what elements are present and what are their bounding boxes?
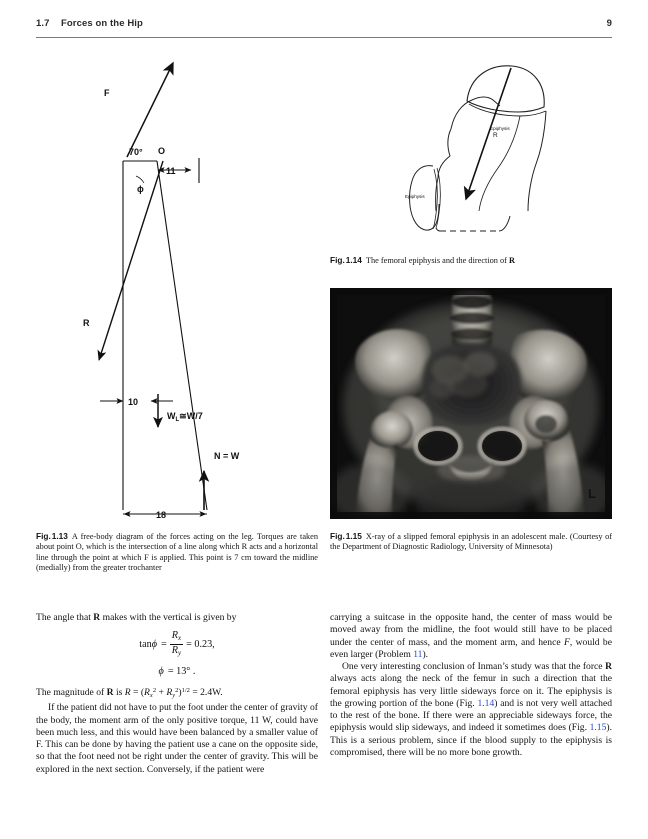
eq1-rhs: = 0.23, xyxy=(186,639,215,651)
mag-ry: R xyxy=(166,687,173,699)
right-p1-b: , would be even larger (Problem xyxy=(330,636,612,660)
figure-1-14-illustration xyxy=(330,44,612,244)
right-p2-d: ). This is a serious problem, since if the blood supply to the epiphysis is compromised, there will be no more bone growth. xyxy=(330,722,612,758)
right-paragraph-2 xyxy=(330,661,612,759)
fig114-label-R: R xyxy=(493,132,498,139)
mag-close: ) xyxy=(178,687,182,699)
xray-side-marker-L: L xyxy=(588,486,596,501)
fig115-caption-label: Fig. xyxy=(330,531,345,541)
mag-rx: R xyxy=(144,687,150,699)
fig113-label-F: F xyxy=(104,88,110,98)
eq2-rhs: = 13° . xyxy=(167,666,196,678)
mag-exp: 1/2 xyxy=(181,687,190,695)
eq1-phi: ϕ xyxy=(151,639,157,651)
equation-block xyxy=(36,630,318,678)
figure-1-15-link[interactable]: 1.15 xyxy=(589,722,607,734)
fig114-caption-text: The femoral epiphysis and the direction of xyxy=(365,256,509,265)
right-paragraph-1 xyxy=(330,612,612,661)
mag-ry-sup: 2 xyxy=(175,687,179,695)
left-intro-bold-R: R xyxy=(93,612,101,623)
mag-pre: The magnitude of xyxy=(36,687,107,699)
fig113-label-angle-70: 70° xyxy=(129,147,143,157)
left-intro-paragraph xyxy=(36,612,318,624)
fig113-caption-text: A free-body diagram of the forces acting on the leg. Torques are taken about point O, which is the intersection of a line along which R acts and a horizontal line through the point at which F is applied. This point is 7 cm toward the midline (medially) from the greater trochanter xyxy=(36,532,318,573)
fig114-label-epiphysis-trochanter: Epiphysis xyxy=(405,194,425,199)
fig114-caption-label: Fig. xyxy=(330,255,345,265)
fig113-label-normal-force: N = W xyxy=(214,451,240,461)
body-column-left xyxy=(36,612,318,776)
eq2-phi: ϕ xyxy=(158,666,164,678)
problem-11-link[interactable]: 11 xyxy=(413,648,423,660)
right-p2-b: always acts along the neck of the femur in such a direction that the femoral epiphysis has very little sideways force on it. The epiphysis is the growing portion of the bone (Fig. xyxy=(330,673,612,709)
mag-equals: = ( xyxy=(133,687,145,699)
left-intro-b: makes with the vertical is given by xyxy=(100,612,237,623)
left-paragraph-2: If the patient did not have to put the foot under the center of gravity of the body, the moment arm of the only positive torque, 11 W, could have been much less, and this would have been balanced by a smaller value of F. This can be done by having the patient use a cane on the opposite side, so that the foot need not be right under the center of gravity. This will be explored in the next section. Conversely, if the patient were xyxy=(36,702,318,775)
mag-mid: is xyxy=(113,687,125,699)
running-head-section-title: Forces on the Hip xyxy=(61,18,143,29)
figure-1-14-link[interactable]: 1.14 xyxy=(477,697,495,709)
fig113-dim-18: 18 xyxy=(156,510,167,520)
fig113-caption-number: 1.13 xyxy=(51,531,68,541)
right-p1-F: F xyxy=(563,636,570,648)
mag-R: R xyxy=(124,687,131,699)
equation-tan-phi xyxy=(36,630,318,659)
figure-1-13-caption xyxy=(36,531,318,574)
right-p2-a: One very interesting conclusion of Inman’s study was that the force xyxy=(342,661,606,672)
running-head-section-number: 1.7 xyxy=(36,18,50,29)
mag-plus: + xyxy=(158,687,164,699)
figure-1-15-caption xyxy=(330,531,612,553)
mag-bold-R: R xyxy=(106,687,114,699)
running-head xyxy=(36,16,612,38)
right-p1-c: ). xyxy=(422,648,429,660)
eq1-num-R: R xyxy=(171,629,178,641)
fig114-label-epiphysis-head: Epiphysis xyxy=(490,126,510,131)
eq1-numerator xyxy=(170,630,183,645)
fig115-caption-text: X-ray of a slipped femoral epiphysis in an adolescent male. (Courtesy of the Department of Diagnostic Radiology, University of Minnesota) xyxy=(330,532,612,552)
eq1-tan: tan xyxy=(139,639,152,651)
fig113-label-weight-leg: $W_L≅W/7$ xyxy=(167,411,203,423)
fig114-caption-bold-R: R xyxy=(508,256,515,265)
eq1-den-sub: y xyxy=(177,649,182,657)
left-magnitude-paragraph xyxy=(36,685,318,702)
eq1-equals: = xyxy=(161,639,167,651)
left-intro-a: The angle that xyxy=(36,612,94,623)
fig113-label-phi: ϕ xyxy=(137,184,144,194)
mag-rx-sup: 2 xyxy=(152,687,157,695)
figure-1-14-caption xyxy=(330,255,612,266)
right-p2-bold-R: R xyxy=(605,661,612,672)
eq1-fraction xyxy=(170,630,183,659)
right-p1-a: carrying a suitcase in the opposite hand, the center of mass would be moved away from the midline, the foot would still have to be placed under the center of mass, and the moment arm, and hence xyxy=(330,612,612,648)
figure-1-15-xray-image xyxy=(330,288,612,519)
fig113-label-R: R xyxy=(83,318,90,328)
fig113-caption-label: Fig. xyxy=(36,531,51,541)
right-p2-c: ) and is not very well attached to the rest of the bone. If there were an appreciable sideways force, the epiphysis would slip sideways, and indeed it sometimes does (Fig. xyxy=(330,697,613,734)
eq1-num-sub: x xyxy=(177,634,182,642)
eq1-den-R: R xyxy=(171,644,178,656)
fig113-label-point-O: O xyxy=(158,146,166,156)
fig113-dim-11: 11 xyxy=(166,166,176,176)
fig115-caption-number: 1.15 xyxy=(345,531,362,541)
fig114-caption-number: 1.14 xyxy=(345,255,362,265)
page-number: 9 xyxy=(606,18,612,29)
mag-result: = 2.4W. xyxy=(192,687,223,699)
equation-phi-value xyxy=(36,666,318,678)
eq1-denominator xyxy=(170,645,183,659)
fig113-dim-10: 10 xyxy=(128,397,139,407)
body-column-right xyxy=(330,612,612,759)
figure-1-13-illustration xyxy=(36,44,318,524)
mag-rx-sub: x xyxy=(149,692,153,700)
mag-ry-sub: y xyxy=(172,692,176,700)
header-divider xyxy=(36,37,612,38)
